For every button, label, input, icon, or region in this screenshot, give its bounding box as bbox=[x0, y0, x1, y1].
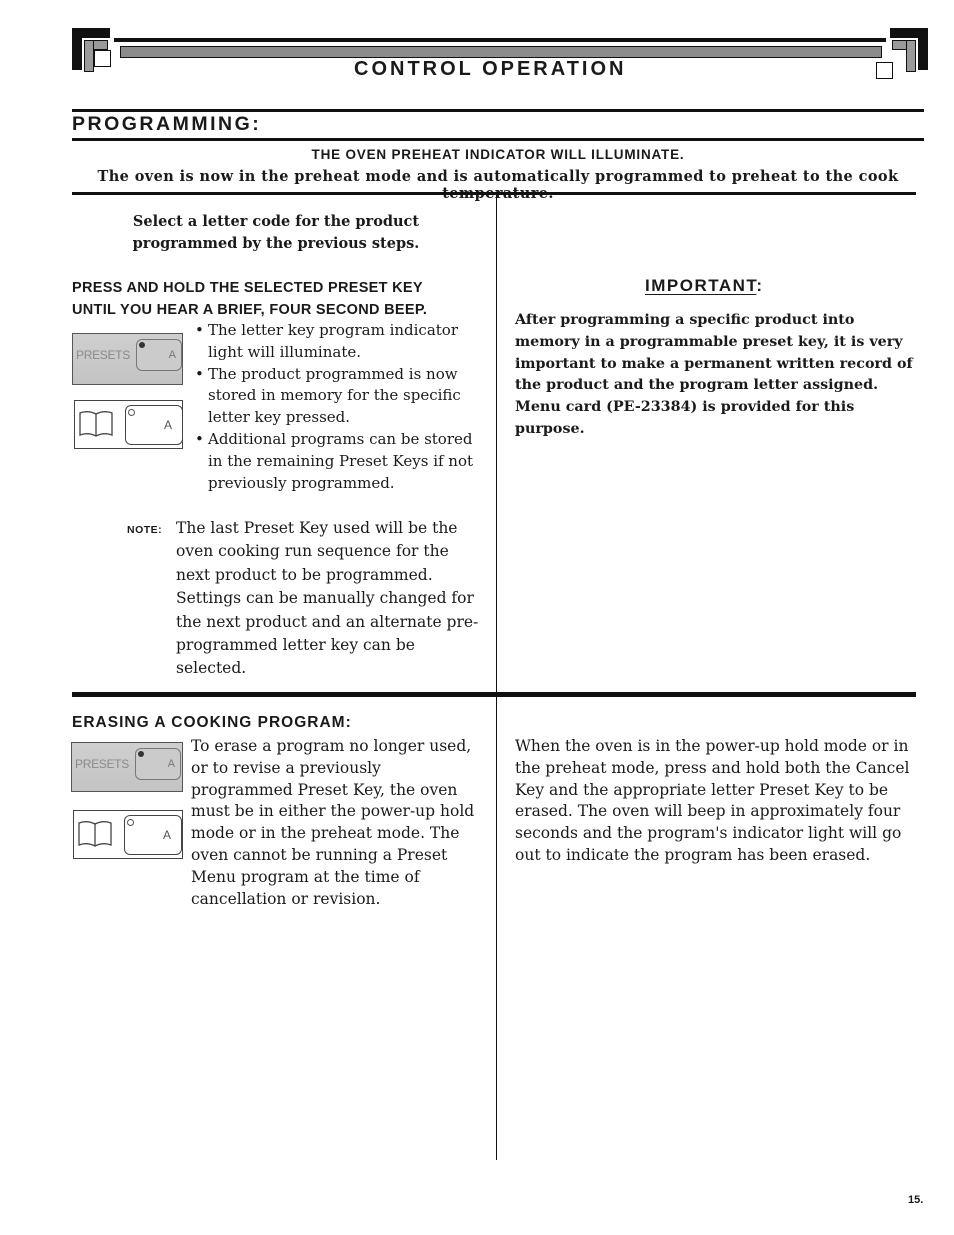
column-divider bbox=[496, 195, 497, 1160]
note-text: The last Preset Key used will be the oven cooking run sequence for the next product to be programmed. Settings can be manually changed for the next product and an alternate pre-programmed letter key can be selected. bbox=[176, 519, 479, 678]
preheat-description: The oven is now in the preheat mode and is automatically programmed to preheat to the cook bbox=[97, 168, 899, 185]
letter-key-a: A bbox=[124, 815, 182, 855]
page-number: 15. bbox=[908, 1194, 924, 1206]
important-text: After programming a specific product into memory in a programmable preset key, it is very important to make a permanent written record of the product and the program letter assigned. Menu card (PE-23384) is provided for this purpose. bbox=[515, 312, 913, 437]
menu-book-key-image bbox=[73, 810, 183, 859]
note-label: NOTE: bbox=[127, 524, 163, 536]
section-rule-top bbox=[72, 109, 924, 112]
column-rule-top bbox=[72, 192, 916, 195]
presets-key-image: PRESETS A bbox=[71, 742, 183, 792]
erasing-conditions-text: To erase a program no longer used, or to revise a previously programmed Preset Key, the oven must be in either the power-up hold mode or in the preheat mode. The oven cannot be running a Preset Menu program at the time of cancellation or revision. bbox=[191, 737, 475, 908]
erasing-title: ERASING A COOKING PROGRAM: bbox=[72, 714, 352, 731]
list-item: • The letter key program indicator light will illuminate. bbox=[194, 320, 486, 364]
indicator-light-icon bbox=[139, 342, 145, 348]
preheat-indicator-heading: THE OVEN PREHEAT INDICATOR WILL ILLUMINATE. bbox=[311, 147, 685, 162]
preset-key-a: A bbox=[135, 748, 181, 780]
erasing-rule bbox=[72, 692, 916, 697]
indicator-light-icon bbox=[138, 751, 144, 757]
header-corner-right bbox=[876, 28, 918, 78]
select-letter-instruction: Select a letter code for the product programmed by the previous steps. bbox=[132, 213, 420, 252]
list-item: • Additional programs can be stored in the remaining Preset Keys if not previously programmed. bbox=[194, 429, 486, 494]
press-hold-instruction: PRESS AND HOLD THE SELECTED PRESET KEY UNTIL YOU HEAR A BRIEF, FOUR SECOND BEEP. bbox=[72, 280, 428, 318]
programming-title: PROGRAMMING: bbox=[72, 113, 262, 135]
indicator-light-icon bbox=[127, 819, 134, 826]
indicator-light-icon bbox=[128, 409, 135, 416]
important-title: IMPORTANT: bbox=[645, 276, 764, 295]
menu-book-key-image bbox=[74, 400, 183, 449]
header-bar bbox=[114, 38, 886, 58]
section-rule-bottom bbox=[72, 138, 924, 141]
book-icon bbox=[77, 819, 113, 849]
preset-key-a: A bbox=[136, 339, 182, 371]
presets-key-image: PRESETS A bbox=[72, 333, 183, 385]
letter-key-a: A bbox=[125, 405, 183, 445]
list-item: • The product programmed is now stored in memory for the specific letter key pressed. bbox=[194, 364, 486, 429]
erasing-procedure-text: When the oven is in the power-up hold mode or in the preheat mode, press and hold both the Cancel Key and the appropriate letter Preset Key to be erased. The oven will beep in approximately four seconds and the program's indicator light will go out to indicate the program has been erased. bbox=[515, 737, 910, 864]
book-icon bbox=[78, 409, 114, 439]
page-title: CONTROL OPERATION bbox=[354, 58, 627, 80]
header-corner-left bbox=[72, 28, 114, 78]
result-bullet-list bbox=[194, 320, 486, 494]
